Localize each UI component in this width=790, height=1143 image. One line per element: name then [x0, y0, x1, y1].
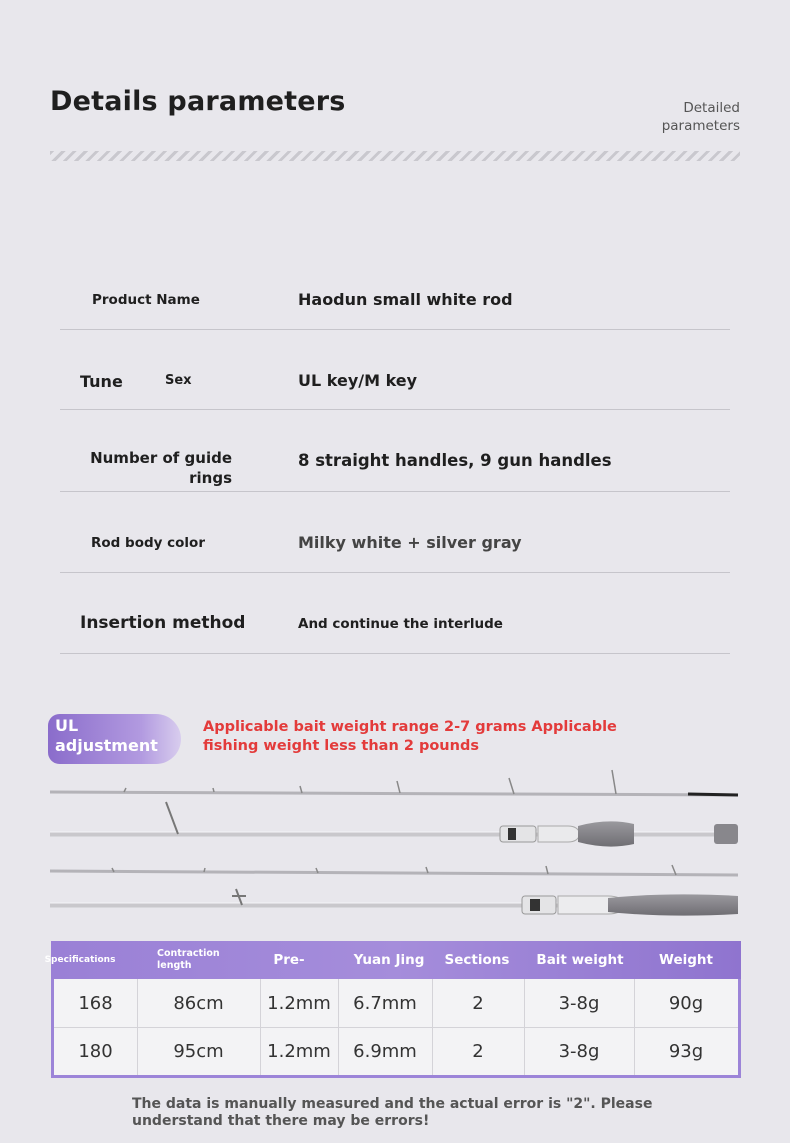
col-bait-weight: Bait weight — [536, 952, 624, 968]
table-cell: 90g — [668, 993, 704, 1014]
rod-tip-section-1 — [50, 770, 738, 795]
table-cell: 3-8g — [558, 1041, 600, 1062]
row-divider — [60, 329, 730, 330]
col-pre: Pre- — [273, 952, 305, 968]
param-label-guide-rings: Number of guide rings — [90, 449, 232, 487]
param-label-insertion: Insertion method — [80, 613, 246, 633]
row-divider — [60, 572, 730, 573]
bait-weight-note: Applicable bait weight range 2-7 grams Applicable fishing weight less than 2 pounds — [203, 719, 617, 754]
rod-butt-section-spinning — [50, 802, 738, 847]
table-cell: 1.2mm — [267, 1041, 331, 1062]
col-sections: Sections — [444, 952, 510, 968]
param-value-guide-rings: 8 straight handles, 9 gun handles — [298, 451, 612, 470]
col-specifications: Specifications — [44, 955, 116, 965]
param-label-tune: Tune — [80, 372, 123, 391]
table-cell: 2 — [472, 1041, 484, 1062]
row-divider — [60, 409, 730, 410]
rod-tip-section-2 — [50, 865, 738, 875]
table-cell: 6.9mm — [353, 1041, 417, 1062]
measurement-footnote: The data is manually measured and the actual error is "2". Please understand that there may be errors! — [132, 1096, 653, 1129]
row-divider — [60, 653, 730, 654]
rod-illustration — [48, 768, 742, 918]
row-divider — [60, 491, 730, 492]
page-title: Details parameters — [50, 86, 346, 117]
param-value-tune: UL key/M key — [298, 371, 418, 390]
table-cell: 6.7mm — [353, 993, 417, 1014]
param-label-product-name: Product Name — [92, 292, 200, 308]
table-cell: 168 — [78, 993, 113, 1014]
rod-butt-section-casting — [50, 889, 738, 916]
specs-table-header — [44, 941, 741, 979]
param-label-rod-color: Rod body color — [91, 535, 205, 551]
table-cell: 2 — [472, 993, 484, 1014]
table-cell: 93g — [668, 1041, 704, 1062]
table-cell: 1.2mm — [267, 993, 331, 1014]
col-weight: Weight — [659, 952, 713, 968]
table-cell: 95cm — [173, 1041, 224, 1062]
hatch-divider — [50, 151, 740, 161]
ul-adjustment-badge: UL adjustment — [48, 714, 181, 764]
table-cell: 86cm — [173, 993, 224, 1014]
page-subtitle: Detailed parameters — [661, 100, 740, 134]
specs-table-body — [51, 979, 741, 1078]
col-yuan-jing: Yuan Jing — [353, 952, 425, 968]
param-label-sex: Sex — [165, 373, 192, 388]
param-value-insertion: And continue the interlude — [298, 616, 503, 632]
col-contraction-length: Contraction length — [157, 948, 220, 971]
table-cell: 3-8g — [558, 993, 600, 1014]
table-cell: 180 — [78, 1041, 113, 1062]
param-value-product-name: Haodun small white rod — [298, 290, 513, 309]
param-value-rod-color: Milky white + silver gray — [298, 533, 522, 552]
specs-table — [44, 941, 741, 1078]
